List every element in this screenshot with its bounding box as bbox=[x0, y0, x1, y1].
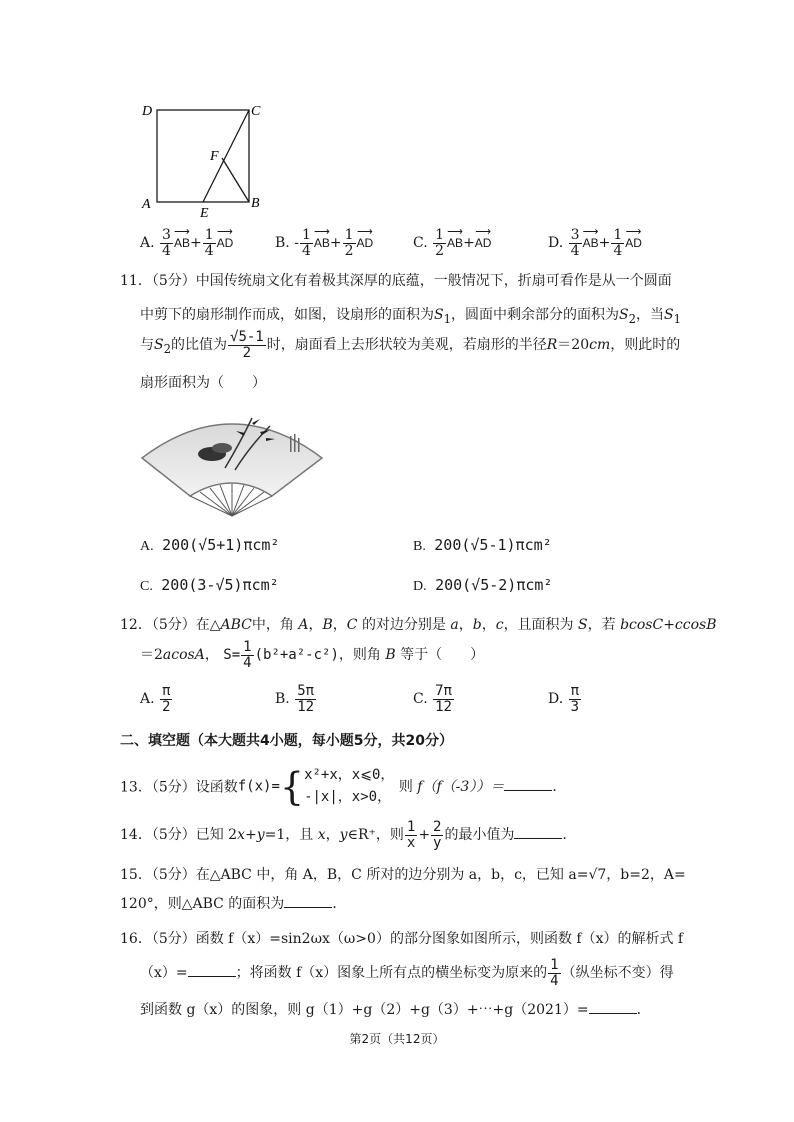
q15-line1: 15．（5分）在△ABC 中，角 A，B，C 所对的边分别为 a，b，c，已知 a=√7，b=2，A= bbox=[120, 867, 686, 883]
page-footer: 第2页（共12页） bbox=[349, 1032, 445, 1046]
q15-line2: 120°，则△ABC 的面积为 ． bbox=[120, 896, 347, 912]
label-D: D bbox=[142, 104, 153, 119]
q14: 14．（5分）已知 2x+y=1，且 x，y∈R⁺，则 $\frac{1}{x}$ + $\frac{2}{y}$ 的最小值为 ． bbox=[120, 819, 577, 851]
q11-line1: 11．（5分）中国传统扇文化有着极其深厚的底蕴，一般情况下，折扇可看作是从一个圆面 bbox=[120, 273, 672, 289]
q10-option-a: A. $\frac{3}{4}$ ⟶ AB+ $\frac{1}{4}$ ⟶ AD bbox=[140, 228, 233, 258]
label-A: A bbox=[142, 197, 151, 212]
q11-option-d: D. 200(√5-2)πcm² bbox=[413, 576, 553, 594]
q16-line2: （x）= ；将函数 f（x）图象上所有点的横坐标变为原来的 $\frac{1}{4}$ （纵坐标不变）得 bbox=[140, 957, 674, 989]
q11-line2: 中剪下的扇形制作而成，如图，设扇形的面积为$S_1$，圆面中剩余部分的面积为$S_2$，当$S_1$ bbox=[140, 307, 682, 326]
q12-option-b: B. $\frac{5\pi}{12}$ bbox=[275, 683, 315, 715]
q10-option-b: B. - $\frac{1}{4}$ ⟶ AB+ $\frac{1}{2}$ ⟶ AD bbox=[275, 228, 373, 258]
q11-line4: 扇形面积为（ ） bbox=[140, 375, 266, 391]
q11-option-b: B. 200(√5-1)πcm² bbox=[413, 536, 552, 554]
q11-option-a: A. 200(√5+1)πcm² bbox=[140, 536, 280, 554]
square-figure bbox=[140, 100, 270, 220]
q12-option-d: D. $\frac{\pi}{3}$ bbox=[548, 683, 580, 715]
q13: 13．（5分）设函数f(x)={ x²+x，x⩽0， -|x|，x>0， 则 f（f（-3））＝ ． bbox=[120, 764, 567, 809]
label-E: E bbox=[200, 206, 209, 220]
q11-line3: 与$S_2$的比值为 $\frac{√5-1}{2}$ 时，扇面看上去形状较为美观，若扇形的半径R＝20cm，则此时的 bbox=[140, 329, 681, 361]
q11-option-c: C. 200(3-√5)πcm² bbox=[140, 576, 279, 594]
q10-option-c: C. $\frac{1}{2}$ ⟶ AB+⟶ AD bbox=[413, 228, 491, 258]
label-C: C bbox=[251, 104, 261, 119]
q16-line1: 16．（5分）函数 f（x）=sin2ωx（ω>0）的部分图象如图所示，则函数 f（x）的解析式 f bbox=[120, 931, 684, 947]
q12-option-a: A. $\frac{\pi}{2}$ bbox=[140, 683, 171, 715]
q16-line3: 到函数 g（x）的图象，则 g（1）+g（2）+g（3）+⋯+g（2021）= ． bbox=[140, 1002, 651, 1018]
fan-image bbox=[140, 408, 325, 520]
q12-option-c: C. $\frac{7\pi}{12}$ bbox=[413, 683, 452, 715]
q12-line1: 12．（5分）在△ABC中，角 A，B，C 的对边分别是 a，b，c，且面积为 S，若 bcosC+ccosB bbox=[120, 617, 717, 633]
q12-line2: ＝2acosA， S= $\frac{1}{4}$ (b²+a²-c²)，则角 B 等于（ ） bbox=[140, 639, 485, 671]
section-2-heading: 二、填空题（本大题共4小题，每小题5分，共20分） bbox=[120, 733, 453, 749]
label-B: B bbox=[251, 196, 260, 211]
q10-option-d: D. $\frac{3}{4}$ ⟶ AB+ $\frac{1}{4}$ ⟶ AD bbox=[548, 228, 642, 258]
label-F: F bbox=[210, 149, 219, 164]
